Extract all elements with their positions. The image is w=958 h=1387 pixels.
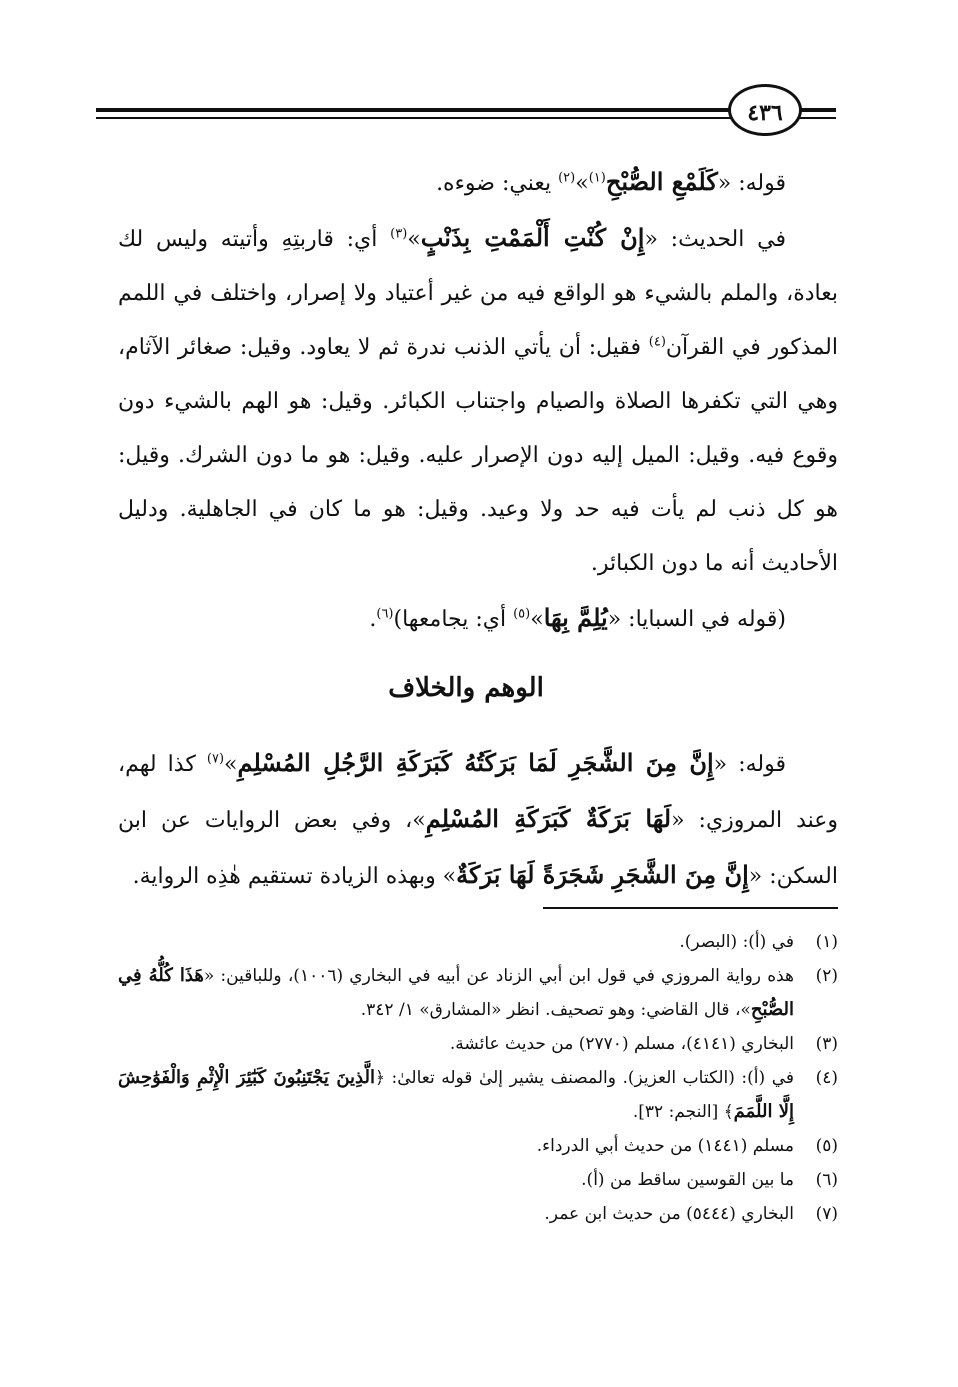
paragraph-1 xyxy=(118,155,838,211)
text-run: » وبهذه الزيادة تستقيم هٰذِه الرواية. xyxy=(132,864,457,889)
footnote-text: في (أ): (البصر). xyxy=(679,932,794,952)
footnote-ref-5: (٥) xyxy=(513,606,531,622)
footnote-text: البخاري (٤١٤١)، مسلم (٢٧٧٠) من حديث عائشة. xyxy=(449,1034,794,1054)
footnote-ref-6: (٦) xyxy=(376,606,394,622)
page-number: ٤٣٦ xyxy=(728,84,802,136)
footnote-ref-1: (١) xyxy=(588,170,606,186)
text-run: كذا لهم، وعند المروزي: « xyxy=(118,752,839,833)
paragraph-3 xyxy=(118,591,838,647)
text-run: يعني: ضوءه. xyxy=(436,171,559,196)
text-run: . xyxy=(369,607,377,632)
header-rule-thick xyxy=(96,108,836,112)
footnote xyxy=(118,1027,838,1061)
footnote-number: (٢) xyxy=(815,966,838,986)
text-run: »، وفي بعض الروايات عن ابن السكن: « xyxy=(118,808,838,889)
section-paragraph xyxy=(118,736,838,904)
quran-verse: الَّذِينَ يَجْتَنِبُونَ كَبَٰٓئِرَ الْإِثْمِ وَالْفَوَٰحِشَ إِلَّا اللَّمَمَ xyxy=(118,1067,794,1122)
footnote-ref-4: (٤) xyxy=(648,334,666,350)
footnote xyxy=(118,1163,838,1197)
text-run: ﴾ [النجم: ٣٢]. xyxy=(632,1102,734,1122)
text-run: فقيل: أن يأتي الذنب ندرة ثم لا يعاود. وقيل: صغائر الآثام، وهي التي تكفرها الصلاة والصيام واجتناب الكبائر. وقيل: هو الهم بالشيء دون وقوع فيه. وقيل: الميل إليه دون الإصرار عليه. وقيل: هو ما دون الشرك. وقيل: هو كل ذنب لم يأت فيه حد ولا وعيد. وقيل: هو ما كان في الجاهلية. ودليل الأحاديث أنه ما دون الكبائر. xyxy=(118,335,838,576)
section-text xyxy=(118,736,838,904)
hadith-phrase: هَذَا كُلُّهُ فِي الصُّبْحِ xyxy=(118,965,794,1020)
footnote-number: (٧) xyxy=(815,1204,838,1224)
text-run: في (أ): (الكتاب العزيز). والمصنف يشير إلىٰ قوله تعالىٰ: ﴿ xyxy=(374,1068,794,1088)
text-run: » xyxy=(575,171,589,196)
footnote-ref-3: (٣) xyxy=(390,226,408,242)
text-run: » xyxy=(530,607,544,632)
footnote xyxy=(118,925,838,959)
footnote-text xyxy=(118,1061,794,1129)
text-run: قوله: « xyxy=(713,752,786,777)
footnote-text: البخاري (٥٤٤٤) من حديث ابن عمر. xyxy=(544,1204,794,1224)
hadith-phrase: إِنَّ مِنَ الشَّجَرِ شَجَرَةً لَهَا بَرَكَةٌ xyxy=(456,860,749,889)
text-run: أي: يجامعها) xyxy=(393,607,514,632)
text-run: »، قال القاضي: وهو تصحيف. انظر «المشارق» ١/ ٣٤٢. xyxy=(360,1000,751,1020)
hadith-phrase: يُلِمَّ بِهَا xyxy=(543,603,608,632)
hadith-phrase: إِنَّ مِنَ الشَّجَرِ لَمَا بَرَكَتُهُ كَبَرَكَةِ الرَّجُلِ المُسْلِمِ xyxy=(237,748,714,777)
footnote-number: (٣) xyxy=(815,1034,838,1054)
footnote-number: (١) xyxy=(815,932,838,952)
text-run: (قوله في السبايا: « xyxy=(607,607,786,632)
text-run: » xyxy=(407,227,421,252)
text-run: قوله: « xyxy=(717,171,786,196)
footnote-ref-2: (٢) xyxy=(558,170,576,186)
paragraph-2 xyxy=(118,211,838,591)
footnote xyxy=(118,1061,838,1129)
hadith-phrase: كَلَمْعِ الصُّبْحِ xyxy=(605,167,718,196)
footnote xyxy=(118,1129,838,1163)
hadith-phrase: لَهَا بَرَكَةٌ كَبَرَكَةِ المُسْلِمِ xyxy=(425,804,672,833)
section-title: الوهم والخلاف xyxy=(388,673,544,703)
footnote-number: (٦) xyxy=(815,1170,838,1190)
text-run: » xyxy=(224,752,238,777)
footnote-number: (٤) xyxy=(815,1068,838,1088)
footnotes xyxy=(118,925,838,1231)
header-rule-thin xyxy=(96,117,836,119)
hadith-phrase: إِنْ كُنْتِ أَلْمَمْتِ بِذَنْبٍ xyxy=(420,223,645,252)
footnote xyxy=(118,959,838,1027)
text-run: هذه رواية المروزي في قول ابن أبي الزناد عن أبيه في البخاري (١٠٠٦)، وللباقين: « xyxy=(203,966,794,986)
text-run: في الحديث: « xyxy=(644,227,786,252)
footnote-text xyxy=(118,959,794,1027)
footnote xyxy=(118,1197,838,1231)
text-run: أي: قاربتِهِ وأتيته وليس لك بعادة، والملم بالشيء هو الواقع فيه من غير أعتياد ولا إصرار، واختلف في اللمم المذكور في القرآن xyxy=(118,227,838,360)
footnote-number: (٥) xyxy=(815,1136,838,1156)
footnote-text: مسلم (١٤٤١) من حديث أبي الدرداء. xyxy=(536,1136,794,1156)
footnote-text: ما بين القوسين ساقط من (أ). xyxy=(581,1170,794,1190)
page-header xyxy=(96,84,836,140)
body-text xyxy=(118,155,838,647)
footnote-separator xyxy=(543,907,838,909)
footnote-ref-7: (٧) xyxy=(206,751,225,767)
